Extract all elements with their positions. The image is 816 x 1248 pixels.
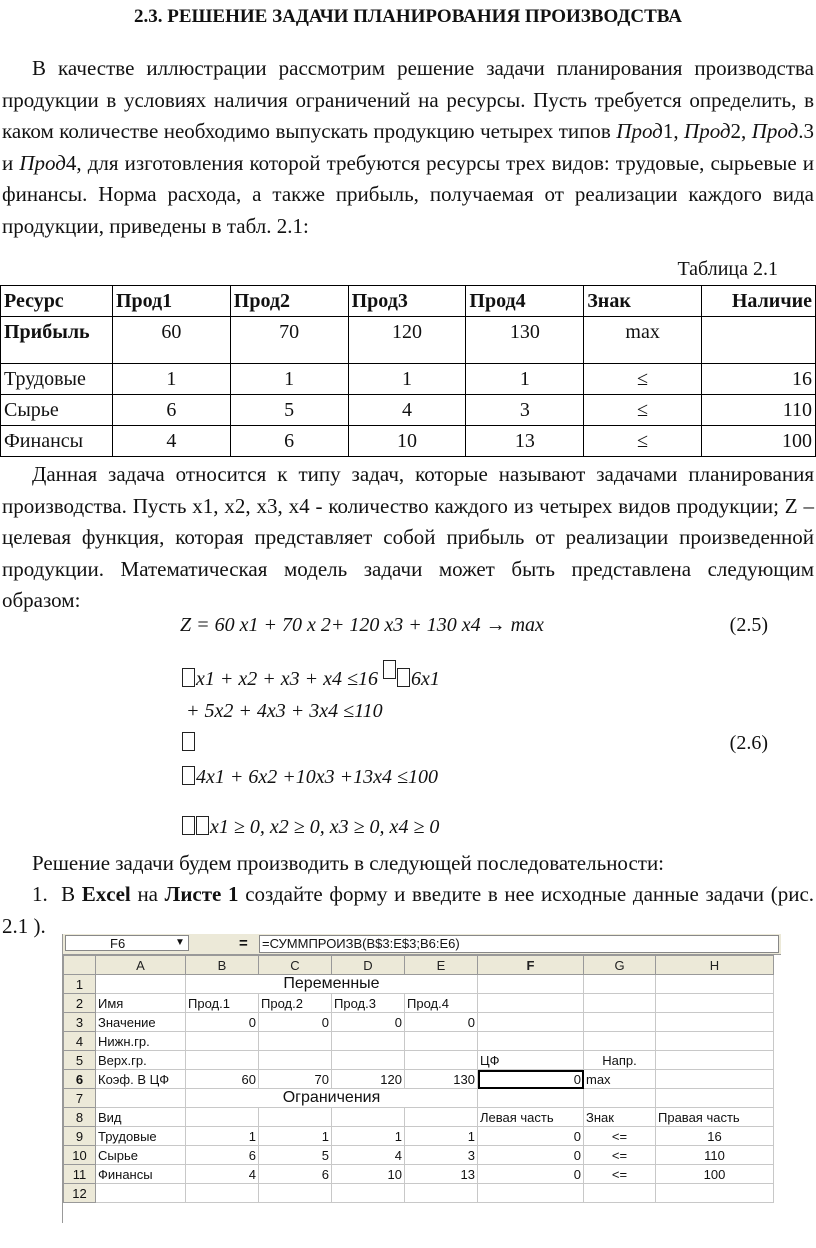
constraints-title-cell[interactable]: Ограничения: [186, 1089, 478, 1108]
cell[interactable]: 3: [405, 1146, 478, 1165]
sheet-row: [64, 1089, 774, 1108]
table-caption: Таблица 2.1: [677, 258, 778, 280]
corner-cell[interactable]: [64, 956, 96, 975]
constraint-line: [182, 732, 196, 755]
brace-glyph-box: [182, 816, 195, 835]
sheet-row: [64, 1032, 774, 1051]
row-header[interactable]: 7: [64, 1089, 96, 1108]
objective-equation: Z = 60 x1 + 70 x 2+ 120 x3 + 130 x4 → max: [180, 614, 544, 636]
cell[interactable]: 130: [405, 1070, 478, 1089]
constraint-line: + 5x2 + 4x3 + 3x4 ≤110: [186, 700, 383, 722]
step-1-paragraph: 1. В Excel на Листе 1 создайте форму и введите в нее исходные данные задачи (рис. 2.1 ).: [2, 882, 815, 938]
row-header[interactable]: 5: [64, 1051, 96, 1070]
brace-glyph-box: [196, 816, 209, 835]
constraint-line: x1 + x2 + x3 + x4 ≤16 6x1: [182, 660, 440, 691]
col-header-h[interactable]: H: [656, 956, 774, 975]
cell[interactable]: 120: [332, 1070, 405, 1089]
cell[interactable]: 1: [332, 1127, 405, 1146]
sheet-row: [64, 1165, 774, 1184]
cell[interactable]: 6: [259, 1165, 332, 1184]
cell[interactable]: 1: [405, 1127, 478, 1146]
table-row: Сырье 6 5 4 3 ≤ 110: [1, 395, 816, 426]
cell[interactable]: 110: [656, 1146, 774, 1165]
table-header-row: [1, 286, 816, 317]
cell[interactable]: Прод.4: [405, 994, 478, 1013]
table-row: Прибыль 60 70 120 130 max: [1, 317, 816, 364]
column-header-row: [64, 956, 774, 975]
row-header[interactable]: 11: [64, 1165, 96, 1184]
th-available: Наличие: [702, 286, 816, 317]
formula-input[interactable]: =СУММПРОИЗВ(B$3:E$3;B6:E6): [259, 935, 779, 953]
cell[interactable]: Нижн.гр.: [96, 1032, 186, 1051]
brace-glyph-box: [383, 660, 396, 679]
cell[interactable]: 0: [405, 1013, 478, 1032]
cell[interactable]: Коэф. В ЦФ: [96, 1070, 186, 1089]
col-header-a[interactable]: A: [96, 956, 186, 975]
cell[interactable]: 1: [259, 1127, 332, 1146]
cell[interactable]: Вид: [96, 1108, 186, 1127]
cell[interactable]: Прод.1: [186, 994, 259, 1013]
sheet-row: [64, 1127, 774, 1146]
col-header-c[interactable]: C: [259, 956, 332, 975]
cell[interactable]: Трудовые: [96, 1127, 186, 1146]
th-prod4: Прод4: [466, 286, 584, 317]
row-header[interactable]: 4: [64, 1032, 96, 1051]
sheet-row: [64, 1146, 774, 1165]
cell[interactable]: 6: [186, 1146, 259, 1165]
cell[interactable]: Значение: [96, 1013, 186, 1032]
sheet-row: [64, 1184, 774, 1203]
name-box[interactable]: F6: [65, 935, 189, 951]
th-prod3: Прод3: [348, 286, 466, 317]
sequence-paragraph: Решение задачи будем производить в следующей последовательности:: [32, 851, 665, 875]
spreadsheet-grid: [63, 955, 774, 1203]
cell[interactable]: 70: [259, 1070, 332, 1089]
cell[interactable]: ЦФ: [478, 1051, 584, 1070]
row-header[interactable]: 9: [64, 1127, 96, 1146]
cell[interactable]: Прод.2: [259, 994, 332, 1013]
section-heading: 2.3. РЕШЕНИЕ ЗАДАЧИ ПЛАНИРОВАНИЯ ПРОИЗВОДСТВА: [134, 6, 682, 27]
table-row: Трудовые 1 1 1 1 ≤ 16: [1, 364, 816, 395]
cell[interactable]: Прод.3: [332, 994, 405, 1013]
cell[interactable]: 4: [186, 1165, 259, 1184]
cell[interactable]: <=: [584, 1165, 656, 1184]
model-paragraph: Данная задача относится к типу задач, которые называют задачами планирования производства. Пусть x1, x2, x3, x4 - количество каждого из четырех видов продукции; Z – целевая функция, которая представляет собой прибыль от реализации произведенной продукции. Математическая модель задачи может быть представлена следующим образом:: [2, 462, 814, 612]
th-prod1: Прод1: [112, 286, 230, 317]
sheet-row: [64, 1013, 774, 1032]
cell[interactable]: Верх.гр.: [96, 1051, 186, 1070]
table-row: Финансы 4 6 10 13 ≤ 100: [1, 426, 816, 457]
row-header[interactable]: 1: [64, 975, 96, 994]
th-resource: Ресурс: [1, 286, 113, 317]
cell[interactable]: <=: [584, 1127, 656, 1146]
constraint-line: 4x1 + 6x2 +10x3 +13x4 ≤100: [182, 766, 438, 789]
intro-paragraph: В качестве иллюстрации рассмотрим решение задачи планирования производства продукции в условиях наличия ограничений на ресурсы. Пусть требуется определить, в каком количестве необходимо выпускать продукцию четырех типов Прод1, Прод2, Прод.3 и Прод4, для изготовления которой требуются ресурсы трех видов: трудовые, сырьевые и финансы. Норма расхода, а также прибыль, получаемая от реализации каждого вида продукции, приведены в табл. 2.1:: [2, 56, 815, 238]
active-cell-f6[interactable]: 0: [478, 1070, 584, 1089]
equation-number-2-5: (2.5): [729, 614, 768, 636]
brace-glyph-box: [182, 732, 195, 751]
row-header[interactable]: 3: [64, 1013, 96, 1032]
sheet-row: [64, 975, 774, 994]
cell[interactable]: 0: [478, 1165, 584, 1184]
sheet-row: [64, 1108, 774, 1127]
cell[interactable]: Правая часть: [656, 1108, 774, 1127]
variables-title-cell[interactable]: Переменные: [186, 975, 478, 994]
th-prod2: Прод2: [230, 286, 348, 317]
equals-icon: =: [239, 935, 248, 952]
th-sign: Знак: [584, 286, 702, 317]
brace-glyph-box: [182, 668, 195, 687]
cell[interactable]: 5: [259, 1146, 332, 1165]
sheet-row: [64, 994, 774, 1013]
cell[interactable]: Сырье: [96, 1146, 186, 1165]
cell[interactable]: Знак: [584, 1108, 656, 1127]
resource-table: [0, 285, 816, 457]
cell[interactable]: 0: [478, 1146, 584, 1165]
cell[interactable]: <=: [584, 1146, 656, 1165]
sheet-row: [64, 1051, 774, 1070]
cell[interactable]: Напр.: [584, 1051, 656, 1070]
brace-glyph-box: [182, 766, 195, 785]
cell[interactable]: 0: [478, 1127, 584, 1146]
cell[interactable]: 4: [332, 1146, 405, 1165]
cell[interactable]: 0: [186, 1013, 259, 1032]
excel-screenshot: [62, 934, 781, 1223]
row-header[interactable]: 6: [64, 1070, 96, 1089]
cell[interactable]: 1: [186, 1127, 259, 1146]
cell[interactable]: max: [584, 1070, 656, 1089]
cell[interactable]: Финансы: [96, 1165, 186, 1184]
cell[interactable]: 10: [332, 1165, 405, 1184]
col-header-e[interactable]: E: [405, 956, 478, 975]
brace-glyph-box: [397, 668, 410, 687]
cell[interactable]: 60: [186, 1070, 259, 1089]
cell[interactable]: 16: [656, 1127, 774, 1146]
col-header-d[interactable]: D: [332, 956, 405, 975]
row-header[interactable]: 2: [64, 994, 96, 1013]
equation-number-2-6: (2.6): [729, 732, 768, 754]
row-header[interactable]: 10: [64, 1146, 96, 1165]
cell[interactable]: 13: [405, 1165, 478, 1184]
nonnegativity-line: x1 ≥ 0, x2 ≥ 0, x3 ≥ 0, x4 ≥ 0: [182, 816, 439, 839]
col-header-f[interactable]: F: [478, 956, 584, 975]
cell[interactable]: 0: [332, 1013, 405, 1032]
sheet-row: [64, 1070, 774, 1089]
formula-bar: [63, 934, 781, 955]
row-header[interactable]: 8: [64, 1108, 96, 1127]
cell[interactable]: 100: [656, 1165, 774, 1184]
col-header-g[interactable]: G: [584, 956, 656, 975]
row-header[interactable]: 12: [64, 1184, 96, 1203]
chevron-down-icon[interactable]: ▼: [175, 937, 185, 948]
cell[interactable]: 0: [259, 1013, 332, 1032]
col-header-b[interactable]: B: [186, 956, 259, 975]
cell[interactable]: Имя: [96, 994, 186, 1013]
cell[interactable]: Левая часть: [478, 1108, 584, 1127]
